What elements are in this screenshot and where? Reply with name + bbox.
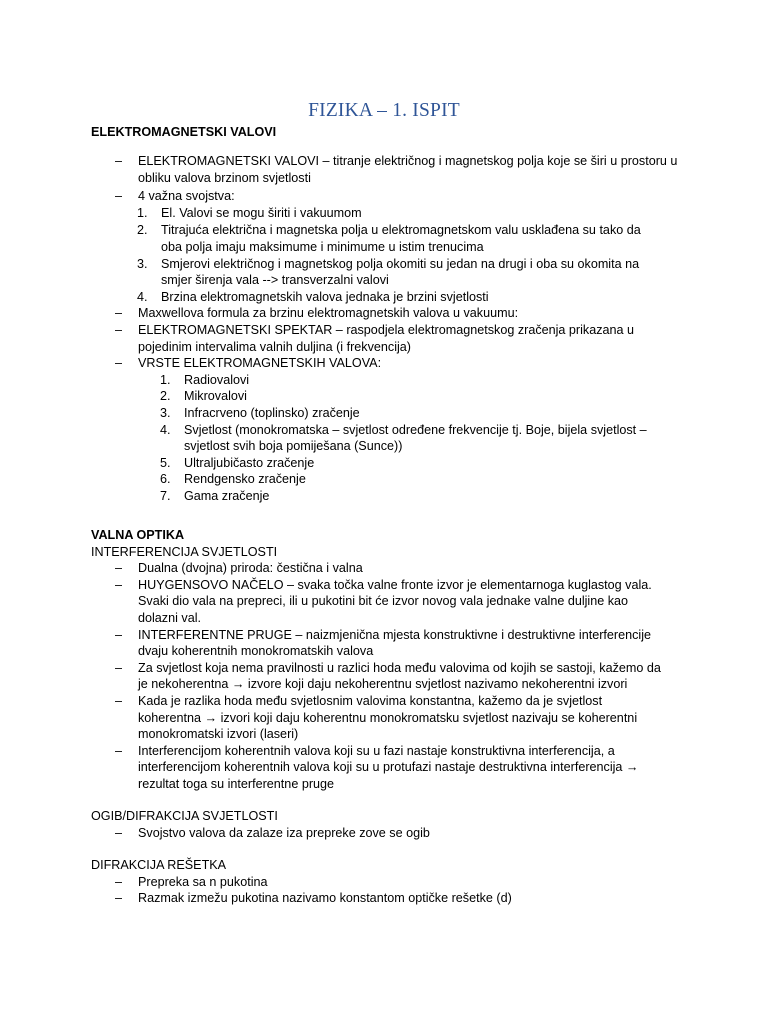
list-item	[91, 660, 691, 693]
bullet-list	[91, 153, 691, 504]
list-item-text: Titrajuća električna i magnetska polja u elektromagnetskom valu usklađena su tako da	[161, 223, 641, 238]
list-item-text: Prepreka sa n pukotina	[138, 874, 268, 889]
list-item-text: HUYGENSOVO NAČELO – svaka točka valne fronte izvor je elementarnoga kuglastog vala.	[138, 577, 652, 592]
list-item-text: Ultraljubičasto zračenje	[184, 455, 315, 470]
dash-marker: –	[115, 891, 123, 906]
numbered-item	[91, 422, 691, 455]
number-marker: 4.	[137, 289, 148, 304]
number-marker: 5.	[160, 455, 171, 470]
dash-marker: –	[115, 874, 123, 889]
numbered-item	[91, 488, 691, 505]
section-heading: ELEKTROMAGNETSKI VALOVI	[91, 125, 277, 139]
list-item-text: Smjerovi električnog i magnetskog polja okomiti su jedan na drugi i oba su okomita na	[161, 256, 640, 271]
list-item-text: VRSTE ELEKTROMAGNETSKIH VALOVA:	[138, 356, 382, 371]
list-item-text: Brzina elektromagnetskih valova jednaka je brzini svjetlosti	[161, 289, 489, 304]
list-item-text: rezultat toga su interferentne pruge	[138, 776, 335, 791]
dash-marker: –	[115, 561, 123, 576]
list-item-text: Kada je razlika hoda među svjetlosnim valovima konstantna, kažemo da je svjetlost	[138, 693, 603, 708]
list-item-text: Svojstvo valova da zalaze iza prepreke zove se ogib	[138, 825, 430, 840]
numbered-item	[91, 372, 691, 389]
list-item	[91, 874, 691, 891]
list-item	[91, 693, 691, 743]
section-heading: DIFRAKCIJA REŠETKA	[91, 858, 227, 872]
list-item-text: Dualna (dvojna) priroda: čestična i valna	[138, 561, 363, 576]
list-item	[91, 577, 691, 627]
section-diffraction-grating	[91, 857, 691, 907]
number-marker: 3.	[160, 405, 171, 420]
section-heading: VALNA OPTIKA	[91, 528, 185, 542]
list-item	[91, 322, 691, 355]
list-item	[91, 153, 691, 186]
list-item-text: je nekoherentna → izvore koji daju nekoherentnu svjetlost nazivamo nekoherentni izvori	[138, 677, 628, 692]
list-item-text: obliku valova brzinom svjetlosti	[138, 170, 311, 185]
list-item-text: INTERFERENTNE PRUGE – naizmjenična mjesta konstruktivne i destruktivne interferencije	[138, 627, 652, 642]
dash-marker: –	[115, 356, 123, 371]
numbered-item	[91, 471, 691, 488]
list-item-text: El. Valovi se mogu širiti i vakuumom	[161, 205, 362, 220]
list-item-text: Radiovalovi	[184, 372, 250, 387]
section-wave-optics	[91, 527, 691, 793]
page-title: FIZIKA – 1. ISPIT	[308, 100, 460, 121]
list-item-text: dvaju koherentnih monokromatskih valova	[138, 644, 374, 659]
list-item-text: Svjetlost (monokromatska – svjetlost određene frekvencije tj. Boje, bijela svjetlost –	[184, 422, 647, 437]
list-item-text: Za svjetlost koja nema pravilnosti u razlici hoda među valovima od kojih se sastoji, kažemo da	[138, 660, 661, 675]
dash-marker: –	[115, 825, 123, 840]
list-item	[91, 825, 691, 842]
list-item-text: Mikrovalovi	[184, 389, 247, 404]
list-item-text: monokromatski izvori (laseri)	[138, 727, 299, 742]
dash-marker: –	[115, 693, 123, 708]
list-item-text: Interferencijom koherentnih valova koji su u fazi nastaje konstruktivna interferencija, a	[138, 743, 615, 758]
dash-marker: –	[115, 627, 123, 642]
list-item-text: 4 važna svojstva:	[138, 189, 235, 204]
list-item-text: oba polja imaju maksimume i minimume u istim trenucima	[161, 239, 484, 254]
dash-marker: –	[115, 306, 123, 321]
dash-marker: –	[115, 322, 123, 337]
list-item	[91, 890, 691, 907]
list-item-text: pojedinim intervalima valnih duljina (i frekvencija)	[138, 339, 411, 354]
number-marker: 2.	[137, 223, 148, 238]
number-marker: 1.	[160, 372, 171, 387]
list-item-text: Rendgensko zračenje	[184, 472, 306, 487]
numbered-item	[91, 256, 691, 289]
number-marker: 1.	[137, 205, 148, 220]
dash-marker: –	[115, 660, 123, 675]
numbered-item	[91, 455, 691, 472]
list-item-text: koherentna → izvori koji daju koherentnu monokromatsku svjetlost nazivaju se koherentni	[138, 710, 638, 725]
section-diffraction	[91, 808, 691, 841]
list-item	[91, 743, 691, 793]
number-marker: 2.	[160, 389, 171, 404]
list-item-text: ELEKTROMAGNETSKI VALOVI – titranje električnog i magnetskog polja koje se širi u prostoru u	[138, 154, 678, 168]
list-item-text: Razmak izmežu pukotina nazivamo konstantom optičke rešetke (d)	[138, 891, 512, 906]
section-heading: OGIB/DIFRAKCIJA SVJETLOSTI	[91, 809, 278, 823]
dash-marker: –	[115, 189, 123, 204]
list-item	[91, 305, 691, 322]
numbered-item	[91, 289, 691, 306]
numbered-item	[91, 205, 691, 222]
dash-marker: –	[115, 743, 123, 758]
number-marker: 6.	[160, 472, 171, 487]
numbered-item	[91, 222, 691, 255]
list-item	[91, 627, 691, 660]
list-item	[91, 188, 691, 205]
subsection-heading: INTERFERENCIJA SVJETLOSTI	[91, 544, 278, 559]
dash-marker: –	[115, 577, 123, 592]
numbered-item	[91, 388, 691, 405]
list-item-text: Infracrveno (toplinsko) zračenje	[184, 405, 360, 420]
list-item	[91, 355, 691, 372]
list-item-text: ELEKTROMAGNETSKI SPEKTAR – raspodjela elektromagnetskog zračenja prikazana u	[138, 322, 635, 337]
section-electromagnetic-waves	[91, 124, 691, 141]
number-marker: 7.	[160, 488, 171, 503]
number-marker: 3.	[137, 256, 148, 271]
dash-marker: –	[115, 154, 123, 168]
numbered-item	[91, 405, 691, 422]
list-item	[91, 560, 691, 577]
list-item-text: interferencijom koherentnih valova koji su u protufazi nastaje destruktivna interferencija →	[138, 760, 639, 775]
list-item-text: smjer širenja vala --> transverzalni valovi	[161, 273, 389, 288]
list-item-text: Svaki dio vala na prepreci, ili u pukotini bit će izvor novog vala jednake valne duljine kao	[138, 594, 629, 609]
list-item-text: Maxwellova formula za brzinu elektromagnetskih valova u vakuumu:	[138, 306, 519, 321]
list-item-text: Gama zračenje	[184, 488, 270, 503]
list-item-text: svjetlost svih boja pomiješana (Sunce))	[184, 439, 403, 454]
number-marker: 4.	[160, 422, 171, 437]
list-item-text: dolazni val.	[138, 610, 202, 625]
